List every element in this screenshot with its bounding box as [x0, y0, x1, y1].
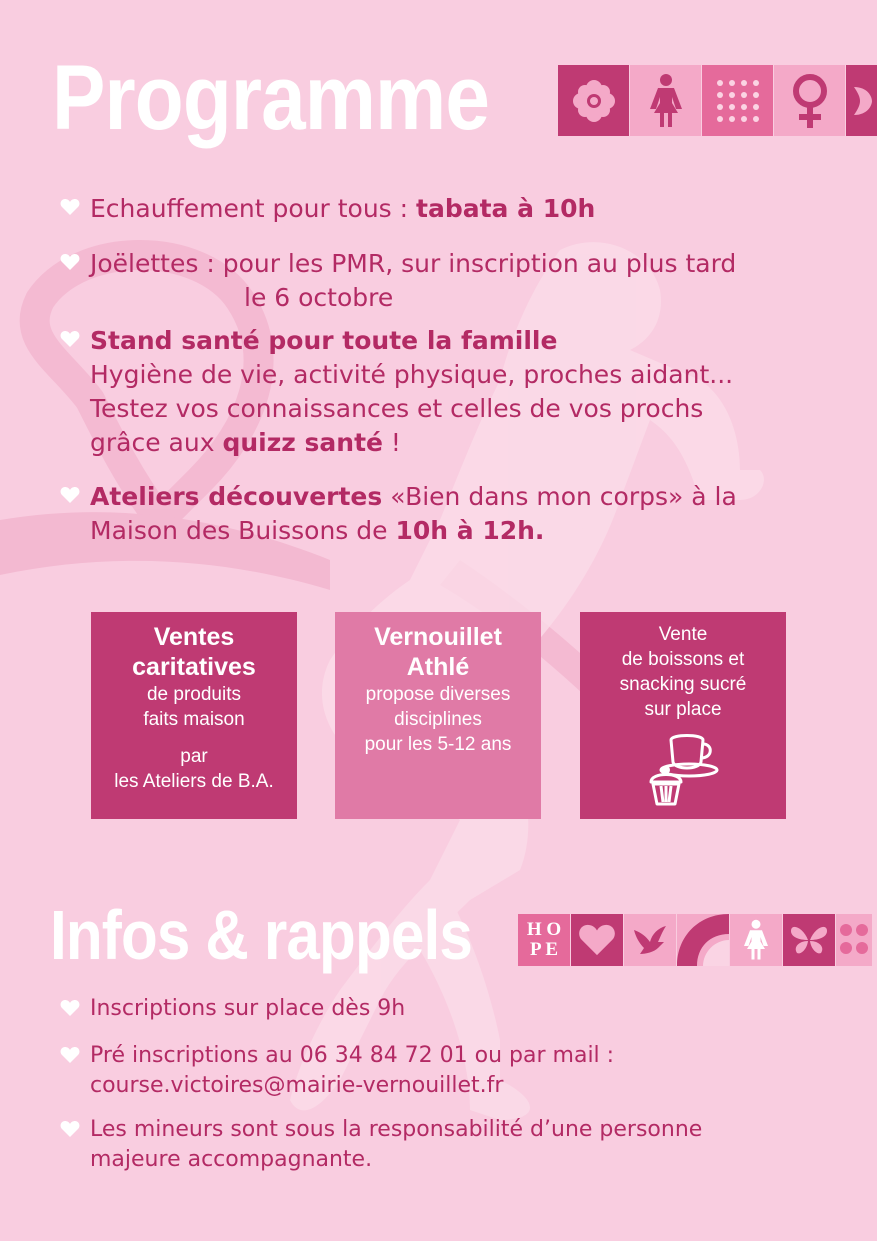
- stand-sante-line4-post: !: [382, 428, 401, 457]
- dove-icon: [630, 922, 670, 958]
- flower-tile: [558, 65, 629, 136]
- ventes-sub3: par: [180, 746, 208, 767]
- athle-sub1: propose diverses: [365, 684, 511, 705]
- stand-sante-quizz: quizz santé: [222, 428, 383, 457]
- arc-tile: [677, 914, 729, 966]
- inscriptions-text: Inscriptions sur place dès 9h: [90, 996, 406, 1021]
- box-ventes-caritatives: [91, 612, 297, 819]
- programme-item-stand-sante: [60, 324, 860, 460]
- boissons-sub3: snacking sucré: [619, 674, 747, 695]
- heart-bullet-icon: [60, 330, 80, 348]
- stand-sante-line3: Testez vos connaissances et celles de vos prochs: [90, 394, 704, 423]
- ventes-title1: Ventes: [153, 623, 235, 651]
- joelettes-line1: Joëlettes : pour les PMR, sur inscription au plus tard: [90, 249, 737, 278]
- dots-icon: [714, 77, 762, 125]
- ateliers-text1: «Bien dans mon corps» à la: [382, 482, 737, 511]
- ateliers-line2: Maison des Buissons de: [90, 516, 396, 545]
- athle-sub3: pour les 5-12 ans: [364, 734, 512, 755]
- female-symbol-tile: [774, 65, 845, 136]
- heart-bullet-icon: [60, 198, 80, 216]
- heart-bullet-icon: [60, 486, 80, 504]
- stand-sante-heading: Stand santé pour toute la famille: [90, 326, 558, 355]
- mineurs-line1: Les mineurs sont sous la responsabilité d’une personne: [90, 1117, 703, 1142]
- boissons-sub4: sur place: [644, 699, 722, 720]
- hope-tile: [518, 914, 570, 966]
- box-vente-boissons: [580, 612, 786, 819]
- heart-tile: [571, 914, 623, 966]
- box-vernouillet-athle: [335, 612, 541, 819]
- contact-email[interactable]: course.victoires@mairie-vernouillet.fr: [90, 1073, 504, 1098]
- ateliers-time: 10h à 12h.: [395, 516, 545, 545]
- bottom-icon-strip: [518, 914, 873, 966]
- heart-icon: [578, 923, 616, 957]
- hope-icon: H O P E: [526, 919, 562, 960]
- stand-sante-line2: Hygiène de vie, activité physique, proches aidant...: [90, 360, 734, 389]
- dove-tile: [624, 914, 676, 966]
- ventes-sub1: de produits: [146, 684, 241, 705]
- woman-tile-small: [730, 914, 782, 966]
- programme-item-joelettes: [60, 247, 860, 315]
- info-item-pre-inscriptions: [60, 1041, 860, 1101]
- butterfly-icon: [789, 923, 829, 957]
- dots-tile-small: [836, 914, 872, 966]
- woman-icon: [741, 919, 771, 961]
- ventes-sub2: faits maison: [143, 709, 245, 730]
- pre-inscriptions-line1: Pré inscriptions au 06 34 84 72 01 ou par mail :: [90, 1043, 615, 1068]
- heart-bullet-icon: [60, 1046, 80, 1064]
- echauffement-text: Echauffement pour tous :: [90, 194, 417, 223]
- dots-tile: [702, 65, 773, 136]
- butterfly-tile: [846, 65, 877, 136]
- programme-item-echauffement: [60, 192, 860, 226]
- dots-icon: [838, 920, 870, 960]
- butterfly-tile-small: [783, 914, 835, 966]
- ateliers-heading: Ateliers découvertes: [90, 482, 383, 511]
- top-icon-strip: [558, 65, 877, 136]
- heart-bullet-icon: [60, 253, 80, 271]
- programme-title: Programme: [52, 47, 490, 149]
- info-item-mineurs: [60, 1115, 860, 1175]
- ventes-title2: caritatives: [132, 653, 256, 681]
- woman-tile: [630, 65, 701, 136]
- arc-icon: [677, 914, 729, 966]
- joelettes-line2: le 6 octobre: [244, 283, 394, 312]
- mineurs-line2: majeure accompagnante.: [90, 1147, 373, 1172]
- athle-title2: Athlé: [406, 653, 470, 681]
- female-symbol-icon: [788, 72, 832, 130]
- boissons-sub2: de boissons et: [621, 649, 745, 670]
- stand-sante-line4-pre: grâce aux: [90, 428, 223, 457]
- flower-icon: [569, 76, 619, 126]
- boissons-sub1: Vente: [658, 624, 708, 645]
- woman-icon: [646, 73, 686, 129]
- heart-bullet-icon: [60, 999, 80, 1017]
- infos-rappels-title: Infos & rappels: [50, 896, 472, 974]
- echauffement-bold: tabata à 10h: [416, 194, 596, 223]
- programme-item-ateliers: [60, 480, 860, 548]
- athle-sub2: disciplines: [394, 709, 482, 730]
- cup-cupcake-icon: [643, 728, 723, 808]
- ventes-sub4: les Ateliers de B.A.: [114, 771, 274, 792]
- athle-title1: Vernouillet: [374, 623, 502, 651]
- butterfly-icon: [848, 81, 877, 121]
- heart-bullet-icon: [60, 1120, 80, 1138]
- info-item-inscriptions: [60, 994, 860, 1024]
